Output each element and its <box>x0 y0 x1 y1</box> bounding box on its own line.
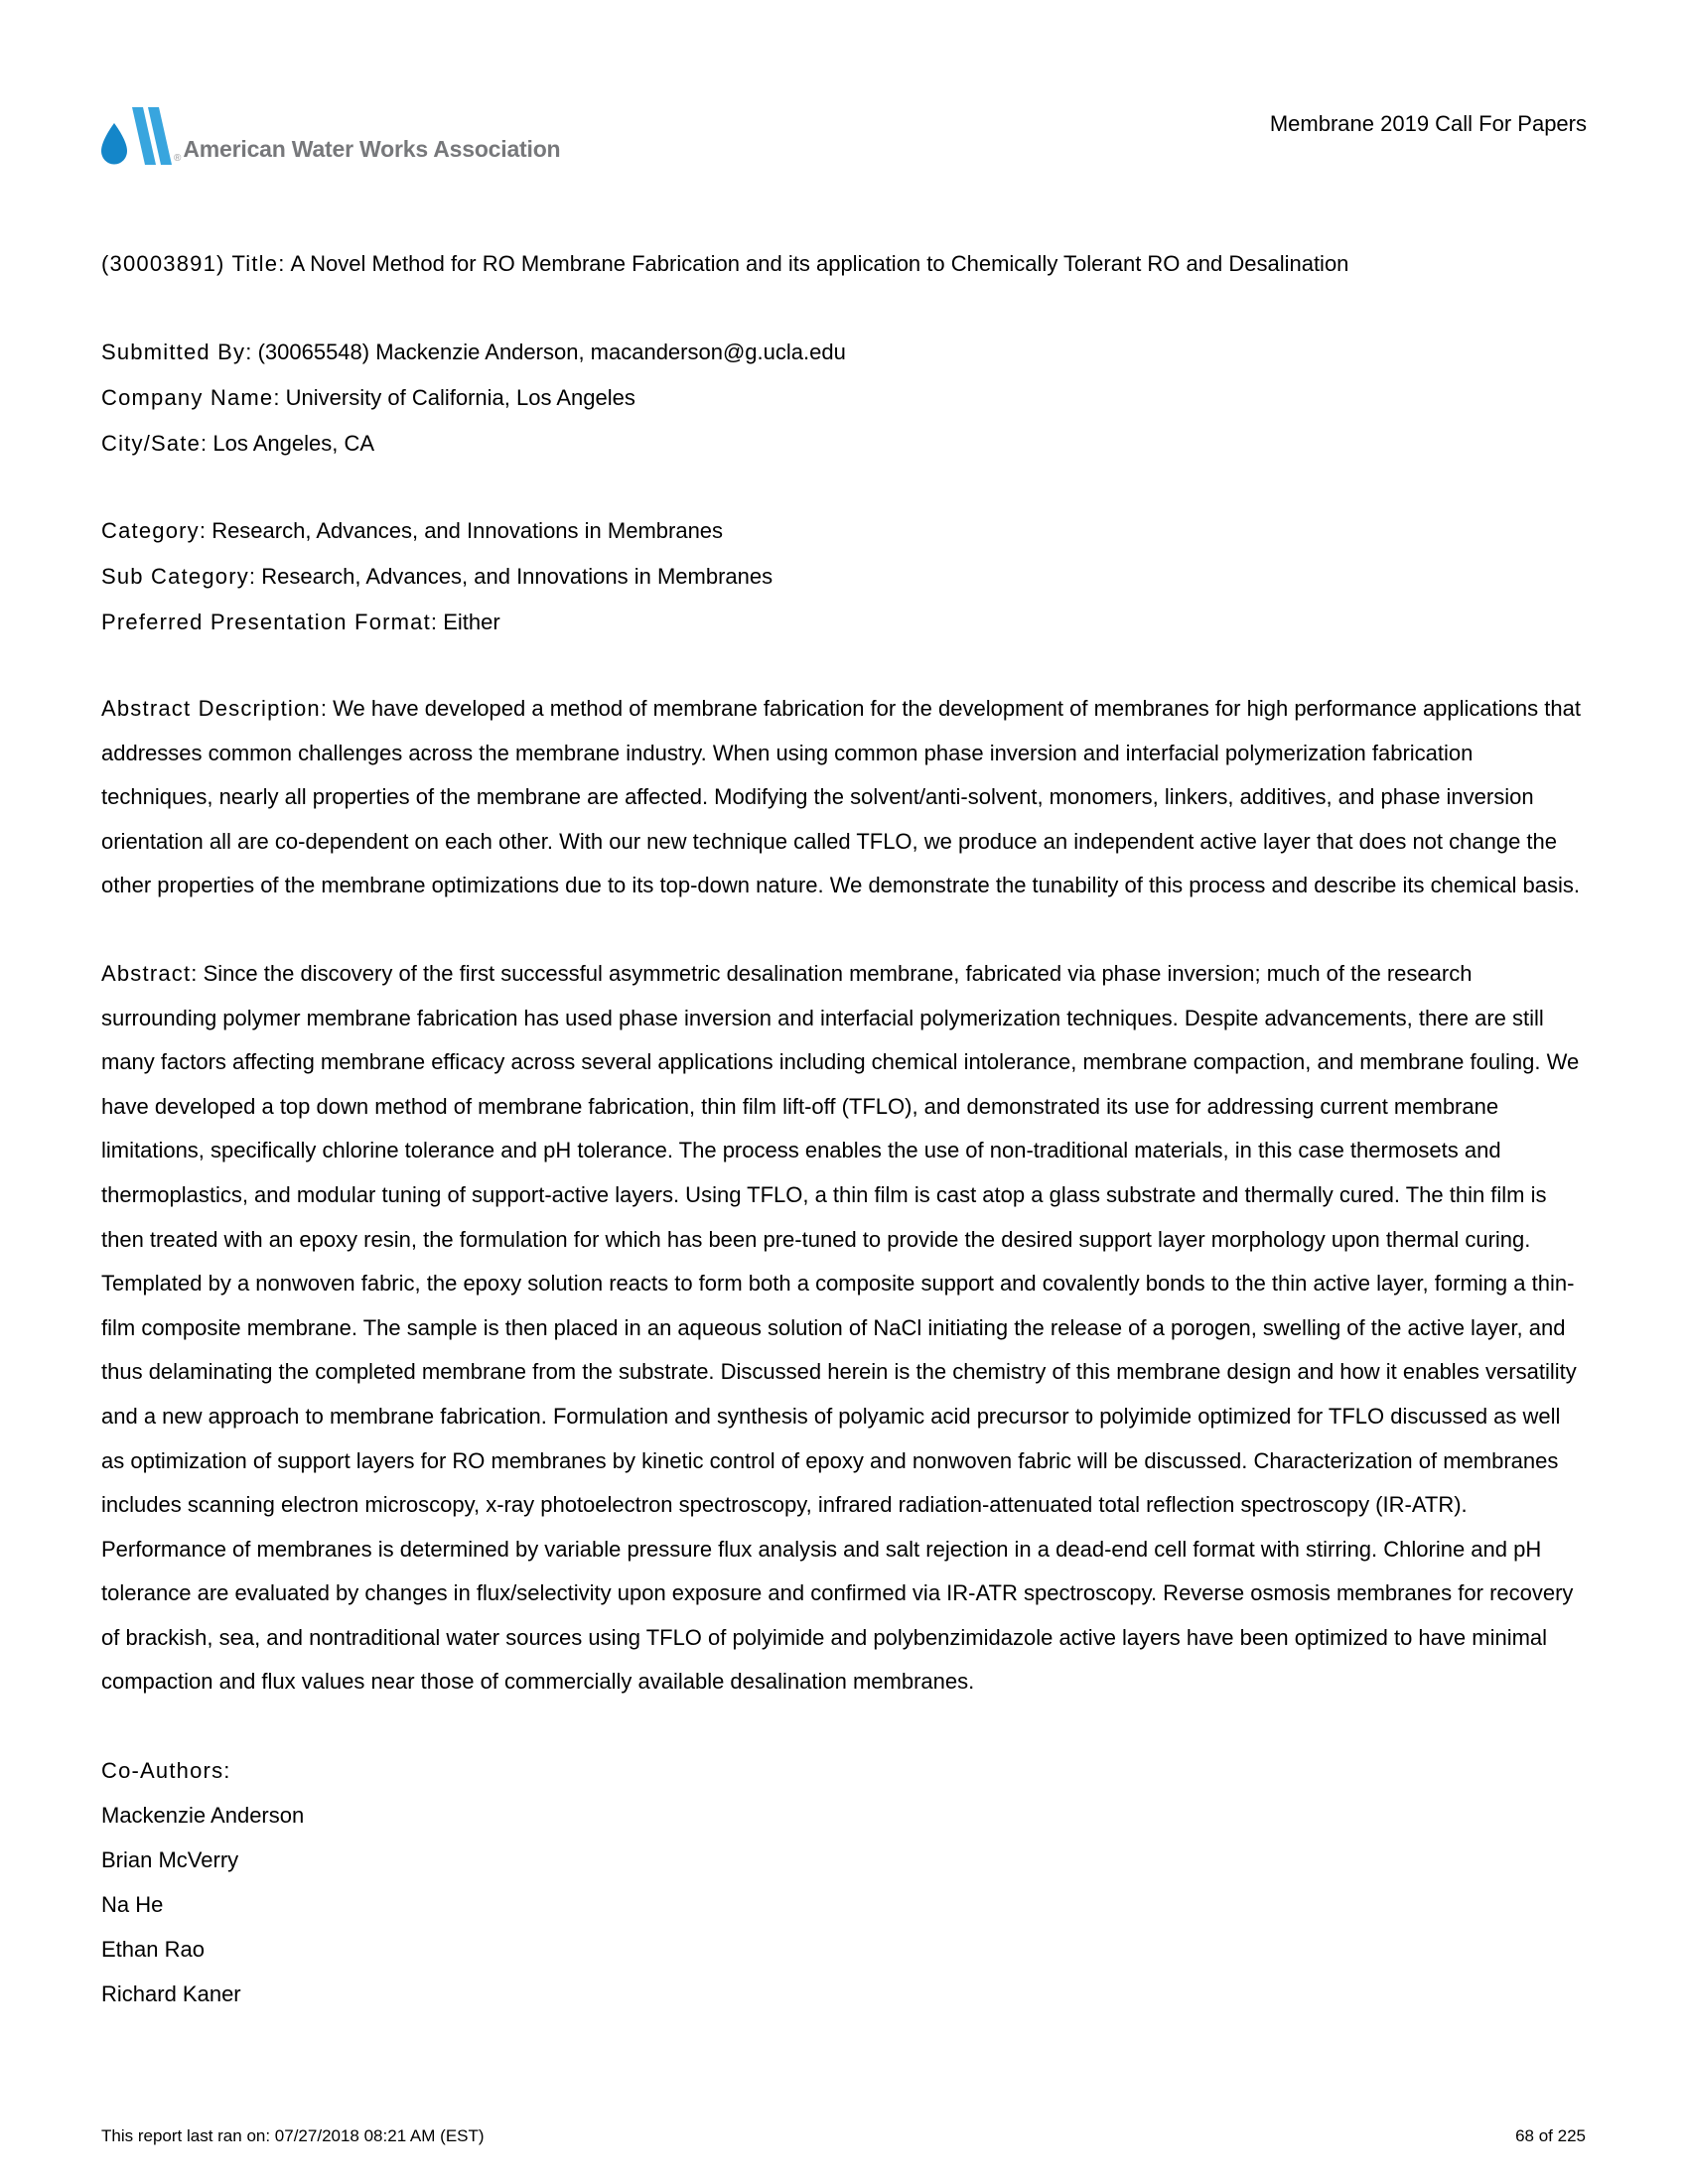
co-author-name: Mackenzie Anderson <box>101 1803 305 1829</box>
report-timestamp: This report last ran on: 07/27/2018 08:21 AM (EST) <box>101 2126 485 2145</box>
submitter-fields <box>101 330 1587 467</box>
abstract-paragraph <box>101 952 1589 1705</box>
page-number: 68 of 225 <box>1515 2126 1586 2145</box>
co-author-name: Ethan Rao <box>101 1937 205 1963</box>
submission-title-value: A Novel Method for RO Membrane Fabrication and its application to Chemically Tolerant RO and Desalination <box>290 251 1349 276</box>
report-content <box>101 242 1587 2016</box>
company-name-value: University of California, Los Angeles <box>285 385 635 410</box>
city-state-label: City/Sate: <box>101 431 209 456</box>
submitted-by-value: (30065548) Mackenzie Anderson, macanderson@g.ucla.edu <box>257 340 846 364</box>
category-row <box>101 508 1587 554</box>
co-author-name: Richard Kaner <box>101 1981 241 2007</box>
abstract-text: Since the discovery of the first successful asymmetric desalination membrane, fabricated via phase inversion; much of the research surrounding polymer membrane fabrication has used phase inversion and interfacial polymerization techniques. Despite advancements, there are still many factors affecting membrane efficacy across several applications including chemical intolerance, membrane compaction, and membrane fouling. We have developed a top down method of membrane fabrication, thin film lift-off (TFLO), and demonstrated its use for addressing current membrane limitations, specifically chlorine tolerance and pH tolerance. The process enables the use of non-traditional materials, in this case thermosets and thermoplastics, and modular tuning of support-active layers. Using TFLO, a thin film is cast atop a glass substrate and thermally cured. The thin film is then treated with an epoxy resin, the formulation for which has been pre-tuned to provide the desired support layer morphology upon thermal curing. Templated by a nonwoven fabric, the epoxy solution reacts to form both a composite support and covalently bonds to the thin active layer, forming a thin-film composite membrane. The sample is then placed in an aqueous solution of NaCl initiating the release of a porogen, swelling of the active layer, and thus delaminating the completed membrane from the substrate. Discussed herein is the chemistry of this membrane design and how it enables versatility and a new approach to membrane fabrication. Formulation and synthesis of polyamic acid precursor to polyimide optimized for TFLO discussed as well as optimization of support layers for RO membranes by kinetic control of epoxy and nonwoven fabric will be discussed. Characterization of membranes includes scanning electron microscopy, x-ray photoelectron spectroscopy, infrared radiation-attenuated total reflection spectroscopy (IR-ATR). Performance of membranes is determined by variable pressure flux analysis and salt rejection in a dead-end cell format with stirring. Chlorine and pH tolerance are evaluated by changes in flux/selectivity upon exposure and confirmed via IR-ATR spectroscopy. Reverse osmosis membranes for recovery of brackish, sea, and nontraditional water sources using TFLO of polyimide and polybenzimidazole active layers have been optimized to have minimal compaction and flux values near those of commercially available desalination membranes. <box>101 960 1580 1695</box>
report-title: Membrane 2019 Call For Papers <box>1269 111 1587 136</box>
category-value: Research, Advances, and Innovations in Membranes <box>211 518 724 543</box>
co-authors-section <box>101 1748 1587 2016</box>
co-authors-label: Co-Authors: <box>101 1758 231 1784</box>
company-name-row <box>101 375 1587 421</box>
preferred-format-value: Either <box>443 610 500 634</box>
sub-category-value: Research, Advances, and Innovations in Membranes <box>261 564 774 589</box>
page-header <box>101 107 1587 165</box>
page-footer <box>101 2126 1586 2146</box>
preferred-format-row <box>101 600 1587 645</box>
category-fields <box>101 508 1587 645</box>
sub-category-label: Sub Category: <box>101 564 257 589</box>
registered-trademark-symbol: ® <box>174 153 182 164</box>
submission-title-line <box>101 242 1587 286</box>
abstract-label: Abstract: <box>101 960 199 986</box>
sub-category-row <box>101 554 1587 600</box>
water-drop-logo-icon <box>101 107 173 165</box>
abstract-description-paragraph <box>101 687 1589 908</box>
category-label: Category: <box>101 518 208 543</box>
city-state-row <box>101 421 1587 467</box>
submitted-by-row <box>101 330 1587 375</box>
awwa-logo <box>101 107 560 165</box>
abstract-description-label: Abstract Description: <box>101 696 329 721</box>
co-author-name: Brian McVerry <box>101 1847 239 1873</box>
company-name-label: Company Name: <box>101 385 281 410</box>
city-state-value: Los Angeles, CA <box>212 431 375 456</box>
preferred-format-label: Preferred Presentation Format: <box>101 610 439 634</box>
org-name: American Water Works Association <box>183 136 561 162</box>
submitted-by-label: Submitted By: <box>101 340 253 364</box>
submission-title-label: (30003891) Title: <box>101 251 286 276</box>
co-author-name: Na He <box>101 1892 164 1918</box>
abstract-description-text: We have developed a method of membrane fabrication for the development of membranes for high performance applications that addresses common challenges across the membrane industry. When using common phase inversion and interfacial polymerization fabrication techniques, nearly all properties of the membrane are affected. Modifying the solvent/anti-solvent, monomers, linkers, additives, and phase inversion orientation all are co-dependent on each other. With our new technique called TFLO, we produce an independent active layer that does not change the other properties of the membrane optimizations due to its top-down nature. We demonstrate the tunability of this process and describe its chemical basis. <box>101 696 1581 898</box>
